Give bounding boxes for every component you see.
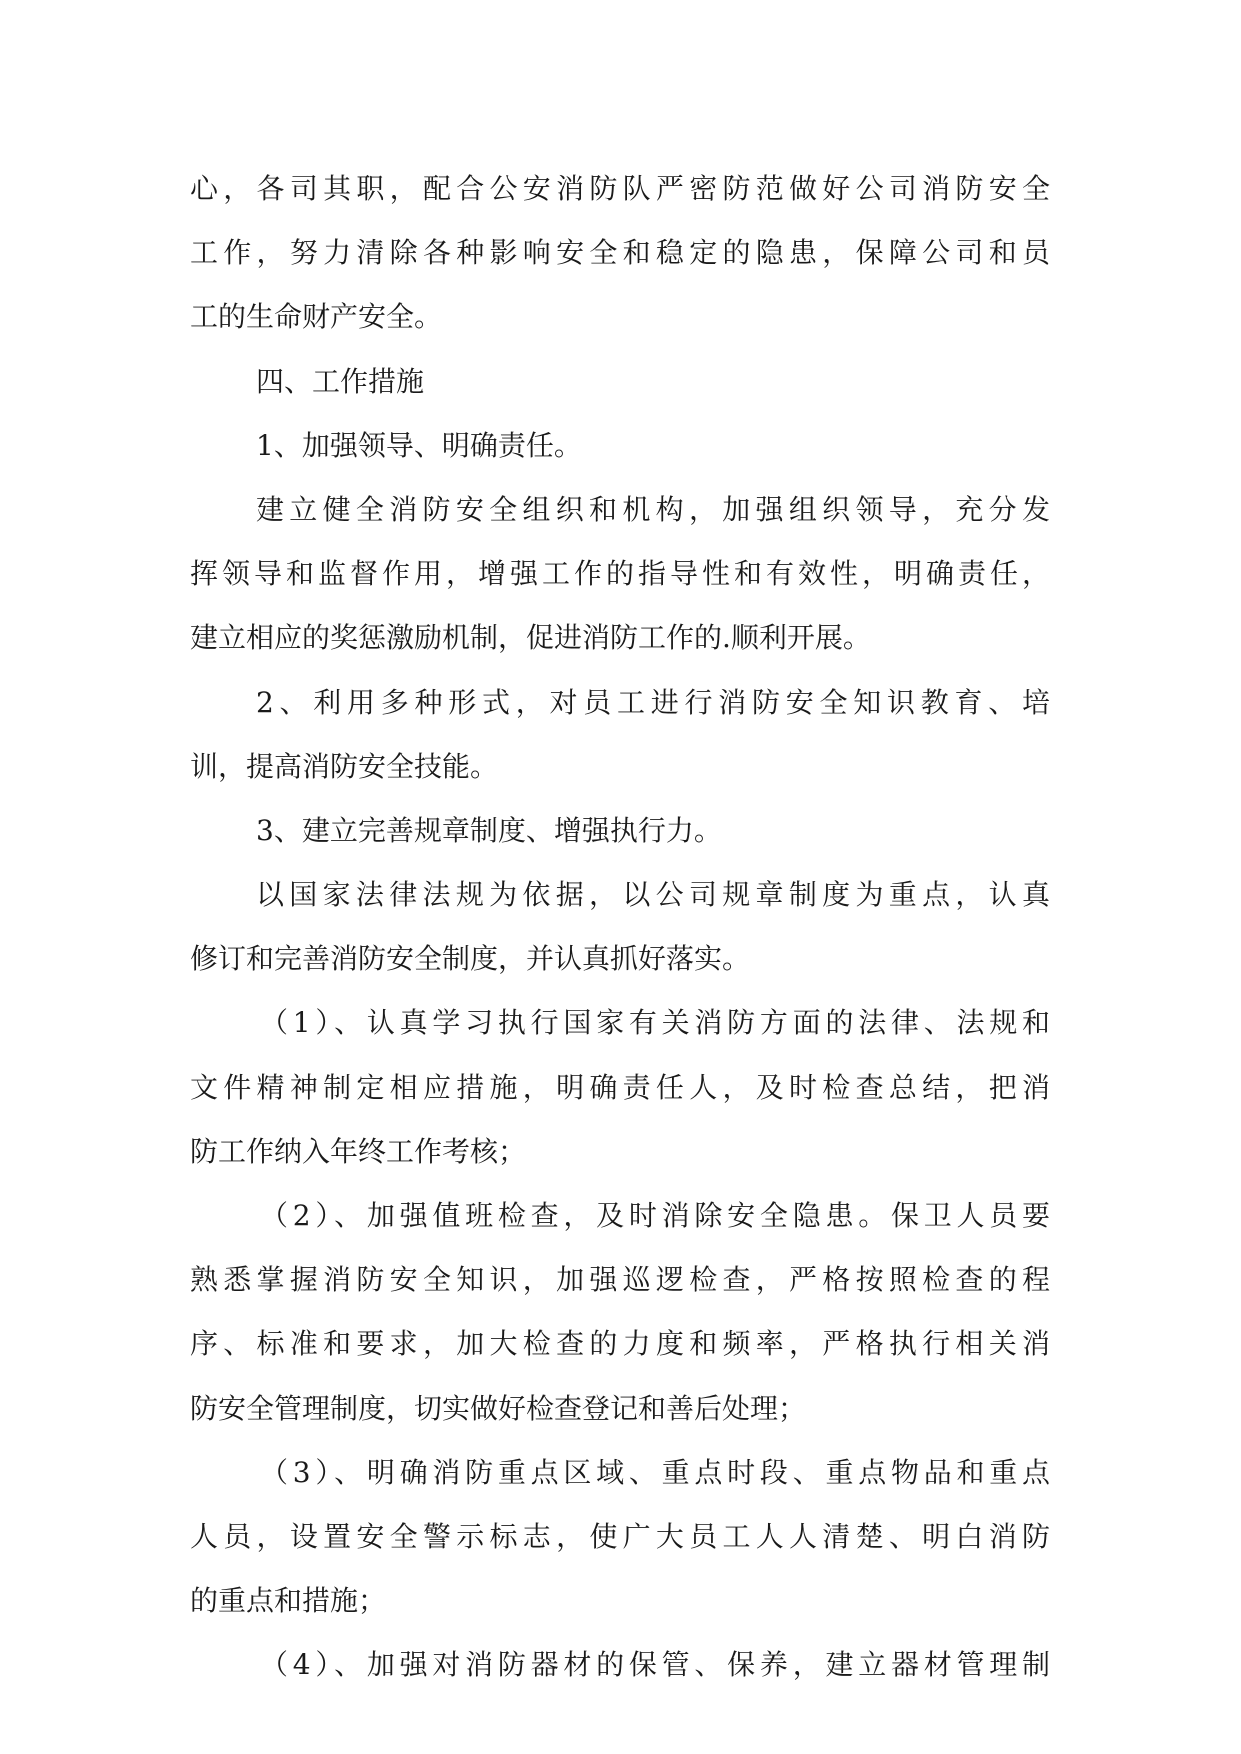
text-line: 的重点和措施； (190, 1584, 387, 1618)
text-line: 建立健全消防安全组织和机构，加强组织领导，充分发 (256, 492, 1050, 526)
text-line: 修订和完善消防安全制度，并认真抓好落实。 (190, 942, 751, 976)
subsection-heading: 3、建立完善规章制度、增强执行力。 (256, 813, 722, 847)
text-line: 训，提高消防安全技能。 (190, 749, 499, 783)
list-item-line: （3）、明确消防重点区域、重点时段、重点物品和重点 (260, 1455, 1050, 1489)
document-body (190, 157, 1050, 1698)
text-line: 文件精神制定相应措施，明确责任人，及时检查总结，把消 (190, 1070, 1050, 1104)
section-heading: 四、工作措施 (256, 364, 425, 398)
text-line: 防安全管理制度，切实做好检查登记和善后处理； (190, 1391, 807, 1425)
text-line: 熟悉掌握消防安全知识，加强巡逻检查，严格按照检查的程 (190, 1263, 1050, 1297)
list-item-line: （2）、加强值班检查，及时消除安全隐患。保卫人员要 (260, 1199, 1050, 1232)
text-line: 心，各司其职，配合公安消防队严密防范做好公司消防安全 (190, 172, 1050, 205)
text-line: 防工作纳入年终工作考核； (190, 1134, 527, 1168)
subsection-heading: 2、利用多种形式，对员工进行消防安全知识教育、培 (256, 685, 1050, 719)
text-line: 工作，努力清除各种影响安全和稳定的隐患，保障公司和员 (190, 236, 1050, 270)
text-line: 建立相应的奖惩激励机制，促进消防工作的.顺利开展。 (190, 621, 871, 655)
text-line: 挥领导和监督作用，增强工作的指导性和有效性，明确责任， (190, 557, 1050, 591)
text-line: 人员，设置安全警示标志，使广大员工人人清楚、明白消防 (190, 1519, 1050, 1553)
subsection-heading: 1、加强领导、明确责任。 (256, 428, 582, 462)
text-line: 序、标准和要求，加大检查的力度和频率，严格执行相关消 (190, 1327, 1050, 1361)
text-line: 以国家法律法规为依据，以公司规章制度为重点，认真 (256, 878, 1050, 912)
list-item-line: （1）、认真学习执行国家有关消防方面的法律、法规和 (260, 1006, 1050, 1040)
text-line: 工的生命财产安全。 (190, 300, 443, 334)
list-item-line: （4）、加强对消防器材的保管、保养，建立器材管理制 (260, 1648, 1050, 1682)
